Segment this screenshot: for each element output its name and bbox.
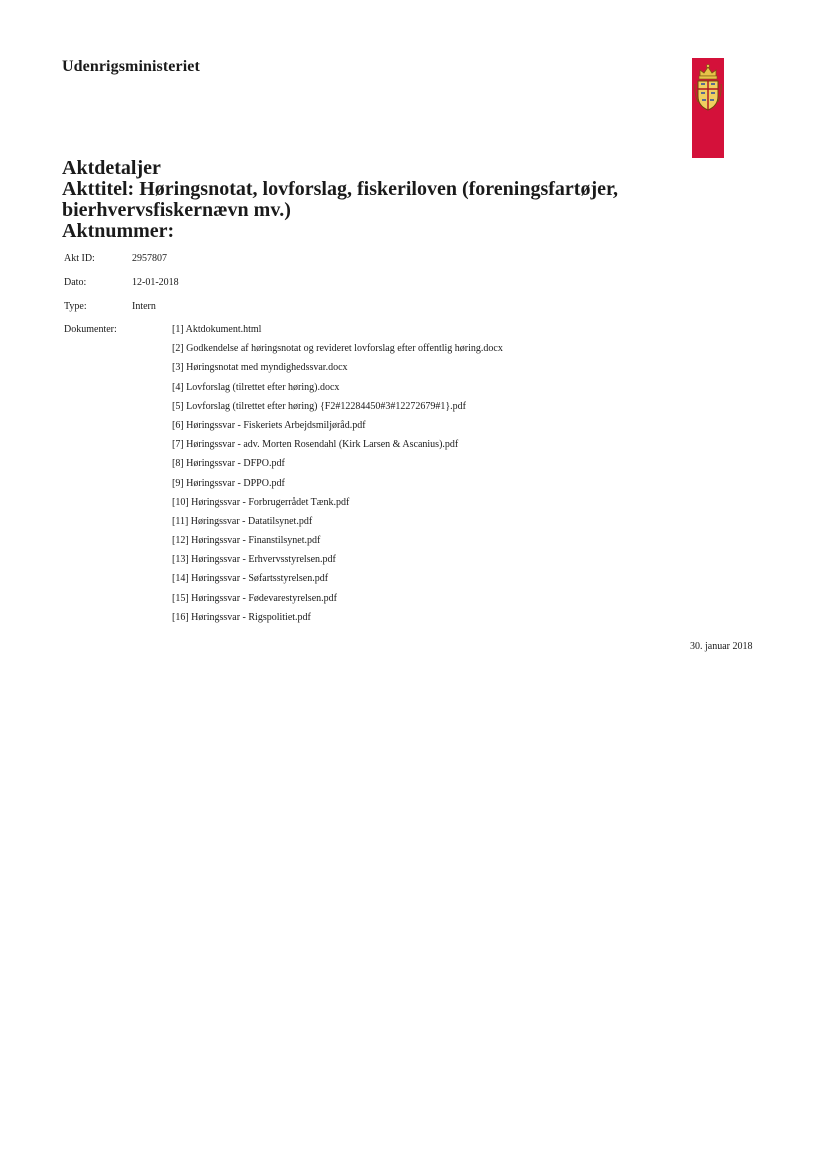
document-item: [1] Aktdokument.html bbox=[172, 324, 262, 335]
document-item: [15] Høringssvar - Fødevarestyrelsen.pdf bbox=[172, 592, 337, 604]
document-item: [16] Høringssvar - Rigspolitiet.pdf bbox=[172, 611, 311, 623]
document-item: [4] Lovforslag (tilrettet efter høring).docx bbox=[172, 381, 340, 393]
document-item: [11] Høringssvar - Datatilsynet.pdf bbox=[172, 515, 313, 527]
crown-shield-icon bbox=[694, 62, 722, 122]
dato-value: 12-01-2018 bbox=[132, 277, 179, 288]
aktnummer-heading: Aktnummer: bbox=[62, 220, 175, 242]
dato-label: Dato: bbox=[64, 277, 87, 288]
document-item: [6] Høringssvar - Fiskeriets Arbejdsmiljøråd.pdf bbox=[172, 419, 366, 431]
document-item: [12] Høringssvar - Finanstilsynet.pdf bbox=[172, 535, 321, 547]
akt-id-value: 2957807 bbox=[132, 253, 167, 264]
footer-date: 30. januar 2018 bbox=[690, 641, 753, 652]
type-label: Type: bbox=[64, 301, 87, 312]
document-item: [9] Høringssvar - DPPO.pdf bbox=[172, 477, 285, 489]
page-title: Aktdetaljer bbox=[62, 157, 161, 179]
document-item: [7] Høringssvar - adv. Morten Rosendahl (Kirk Larsen & Ascanius).pdf bbox=[172, 439, 459, 451]
akttitel-line-1: Akttitel: Høringsnotat, lovforslag, fiskeriloven (foreningsfartøjer, bbox=[62, 178, 619, 200]
document-item: [14] Høringssvar - Søfartsstyrelsen.pdf bbox=[172, 573, 329, 585]
document-item: [8] Høringssvar - DFPO.pdf bbox=[172, 458, 285, 470]
dokumenter-label: Dokumenter: bbox=[64, 324, 117, 335]
document-item: [2] Godkendelse af høringsnotat og revideret lovforslag efter offentlig høring.docx bbox=[172, 343, 503, 355]
akttitel-line-2: bierhvervsfiskernævn mv.) bbox=[62, 199, 291, 221]
type-value: Intern bbox=[132, 301, 156, 312]
document-headings bbox=[62, 158, 762, 242]
document-item: [10] Høringssvar - Forbrugerrådet Tænk.pdf bbox=[172, 496, 350, 508]
document-list bbox=[172, 324, 503, 631]
document-item: [5] Lovforslag (tilrettet efter høring) {F2#12284450#3#12272679#1}.pdf bbox=[172, 400, 466, 412]
akt-id-label: Akt ID: bbox=[64, 253, 95, 264]
document-item: [3] Høringsnotat med myndighedssvar.docx bbox=[172, 362, 348, 374]
coat-of-arms-logo bbox=[692, 58, 724, 158]
document-item: [13] Høringssvar - Erhvervsstyrelsen.pdf bbox=[172, 554, 336, 566]
ministry-name: Udenrigsministeriet bbox=[62, 58, 200, 75]
